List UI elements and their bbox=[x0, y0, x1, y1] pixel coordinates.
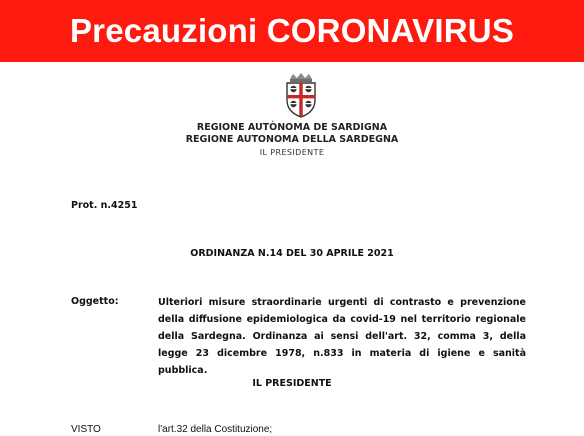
headline-banner bbox=[0, 0, 584, 62]
sardinia-coat-of-arms-icon bbox=[281, 72, 321, 118]
visto-label: VISTO bbox=[71, 424, 101, 435]
subject-label: Oggetto: bbox=[71, 296, 119, 307]
protocol-number: Prot. n.4251 bbox=[71, 200, 138, 211]
office-name: IL PRESIDENTE bbox=[259, 148, 325, 157]
institution-name-sardinian: REGIONE AUTÒNOMA DE SARDIGNA bbox=[196, 122, 388, 133]
banner-title: Precauzioni CORONAVIRUS bbox=[69, 12, 515, 49]
subject-text: Ulteriori misure straordinarie urgenti di contrasto e prevenzione della diffusione epidemiologica da covid-19 nel territorio regionale della Sardegna. Ordinanza ai sensi dell'art. 32, comma 3, della legge 23 dicembre 1978, n.833 in materia di igiene e sanità pubblica. bbox=[158, 297, 526, 376]
ordinance-title: ORDINANZA N.14 DEL 30 APRILE 2021 bbox=[190, 248, 394, 259]
visto-text: l'art.32 della Costituzione; bbox=[158, 424, 273, 435]
issuer-heading: IL PRESIDENTE bbox=[252, 378, 332, 389]
institution-name-italian: REGIONE AUTONOMA DELLA SARDEGNA bbox=[185, 134, 399, 145]
